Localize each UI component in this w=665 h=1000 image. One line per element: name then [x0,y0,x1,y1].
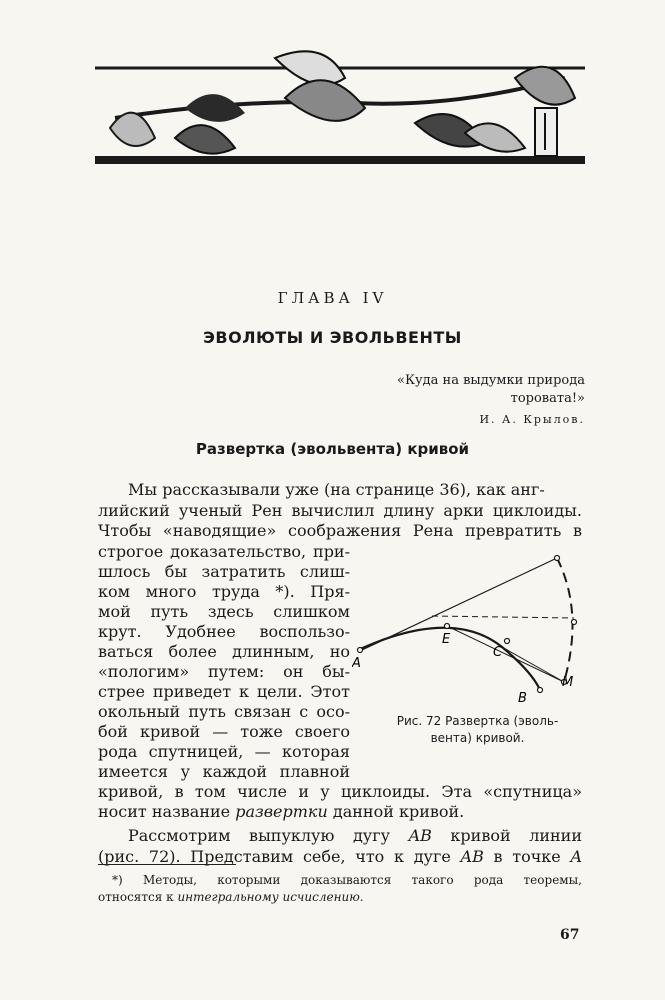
body-line: рода спутницей, — которая [98,742,350,761]
body-line: крут. Удобнее воспользо- [98,622,350,641]
figure-caption-line-2: вента) кривой. [430,731,525,745]
chapter-title: ЭВОЛЮТЫ И ЭВОЛЬВЕНТЫ [203,328,462,347]
math-ab: AB [408,826,432,845]
label-m: M [562,675,574,690]
math-a: A [570,847,583,866]
body-text: данной кривой. [327,802,465,821]
body-line: Чтобы «наводящие» соображения Рена превратить в [98,521,582,540]
footnote-emph: интегральному исчислению [177,890,360,904]
point-a [358,648,363,653]
footnote-line-2 [98,890,364,904]
epigraph-line-2: торовата!» [510,391,585,406]
math-ab: AB [460,847,484,866]
evolvent-curve [557,558,573,682]
label-e: E [442,632,451,647]
label-a: A [352,656,361,671]
body-text: носит название [98,802,236,821]
footnote-rule [98,864,236,865]
body-line: окольный путь связан с осо- [98,702,350,721]
chapter-label: ГЛАВА IV [277,289,388,307]
body-line-last [98,802,464,821]
footnote-text: относятся к [98,890,178,904]
tangent-line [447,626,564,682]
point-right [572,620,577,625]
body-line: мой путь здесь слишком [98,602,350,621]
page-number: 67 [560,927,580,943]
term-evolvent: развертки [235,802,328,821]
body-line [128,826,582,845]
footnote-text: . [359,890,364,904]
header-ornament [95,38,585,168]
body-line: «пологим» путем: он бы- [98,662,350,681]
figure-caption-line-1: Рис. 72 Развертка (эволь- [396,714,559,728]
point-e [445,624,450,629]
body-line: строгое доказательство, при- [98,542,350,561]
body-line: ком много труда *). Пря- [98,582,350,601]
body-text: (рис. 72). Представим себе, что к дуге [98,847,461,866]
body-text: Рассмотрим выпуклую дугу [128,826,409,845]
body-line: бой кривой — тоже своего [98,722,350,741]
point-c [505,639,510,644]
body-line: кривой, в том числе и у циклоиды. Эта «спутница» [98,782,582,801]
body-line: имеется у каждой плавной [98,762,350,781]
label-b: B [518,691,527,706]
label-c: C [493,645,503,660]
epigraph-author: И. А. Крылов. [479,413,585,426]
body-text: в точке [483,847,571,866]
footnote-line-1: *) Методы, которыми доказываются такого рода теоремы, [112,873,582,887]
body-text: кривой линии [431,826,583,845]
section-title: Развертка (эвольвента) кривой [195,440,470,458]
body-line: лийский ученый Рен вычислил длину арки циклоиды. [98,501,582,520]
point-b [538,688,543,693]
body-line: шлось бы затратить слиш- [98,562,350,581]
guide-line [432,616,574,618]
body-line: ваться более длинным, но [98,642,350,661]
body-line: стрее приведет к цели. Этот [98,682,350,701]
epigraph-line-1: «Куда на выдумки природа [396,373,585,388]
point-top [555,556,560,561]
figure-72 [352,552,584,710]
body-line: Мы рассказывали уже (на странице 36), как анг- [128,480,545,499]
